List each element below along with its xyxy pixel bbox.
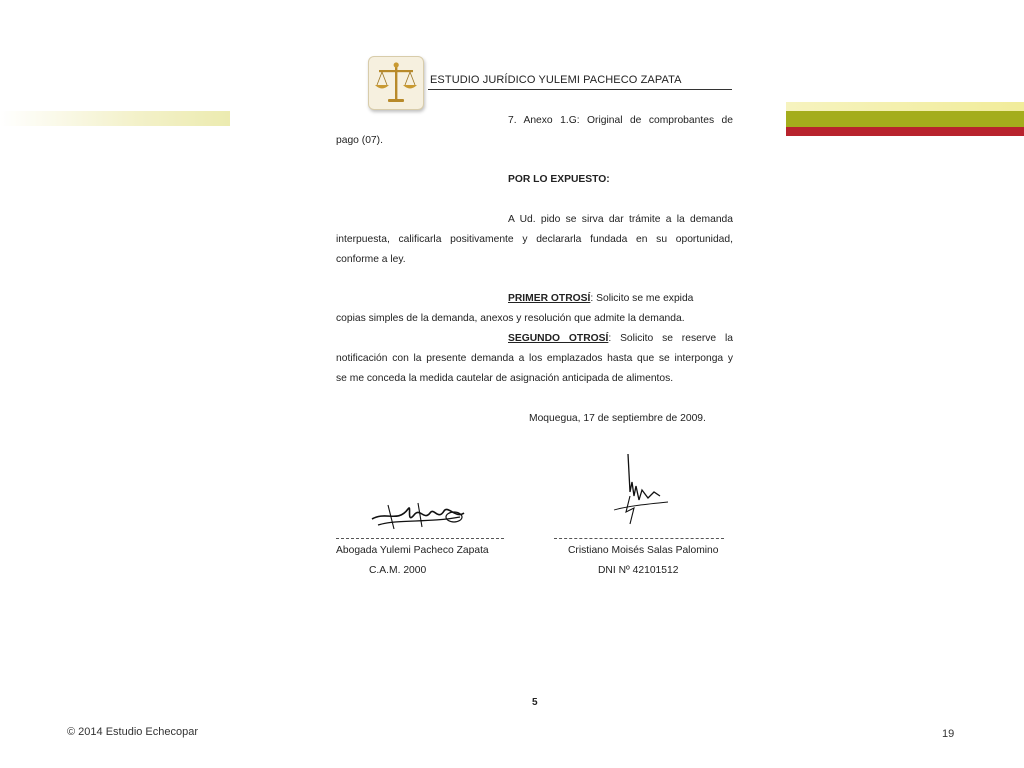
scales-of-justice-icon xyxy=(368,56,424,110)
annex-line-2: pago (07). xyxy=(336,135,383,146)
signer-1-name: Abogada Yulemi Pacheco Zapata xyxy=(336,545,489,556)
decorative-band-right xyxy=(786,102,1024,136)
slide-number: 19 xyxy=(942,728,955,740)
letterhead-rule xyxy=(428,89,732,90)
signature-line-1 xyxy=(336,538,504,539)
place-date: Moquegua, 17 de septiembre de 2009. xyxy=(529,413,706,424)
segundo-otrosi-line-2: notificación con la presente demanda a los emplazados hasta que se interponga y xyxy=(336,353,733,364)
footer-copyright: © 2014 Estudio Echecopar xyxy=(67,726,199,738)
signer-1-id: C.A.M. 2000 xyxy=(369,565,427,576)
signature-line-2 xyxy=(554,538,724,539)
primer-otrosi-text: : Solicito se me expida xyxy=(590,293,694,304)
segundo-otrosi-line xyxy=(508,333,733,345)
segundo-otrosi-label: SEGUNDO OTROSÍ xyxy=(508,333,609,344)
annex-line-1: 7. Anexo 1.G: Original de comprobantes de xyxy=(508,115,733,126)
request-line-3: conforme a ley. xyxy=(336,254,406,265)
decorative-band-left xyxy=(0,111,230,126)
page-number: 5 xyxy=(532,697,538,708)
section-heading: POR LO EXPUESTO: xyxy=(508,174,610,185)
primer-otrosi-line-2: copias simples de la demanda, anexos y resolución que admite la demanda. xyxy=(336,313,685,324)
primer-otrosi-label: PRIMER OTROSÍ xyxy=(508,293,591,304)
signature-2-image xyxy=(608,452,678,526)
signer-2-id: DNI Nº 42101512 xyxy=(598,565,679,576)
request-line-2: interpuesta, calificarla positivamente y declararla fundada en su oportunidad, xyxy=(336,234,733,245)
signature-1-image xyxy=(368,495,472,539)
segundo-otrosi-text: : Solicito se reserve la xyxy=(608,333,733,344)
request-line-1: A Ud. pido se sirva dar trámite a la demanda xyxy=(508,214,733,225)
primer-otrosi-line xyxy=(508,293,733,305)
signer-2-name: Cristiano Moisés Salas Palomino xyxy=(568,545,719,556)
segundo-otrosi-line-3: se me conceda la medida cautelar de asignación anticipada de alimentos. xyxy=(336,373,674,384)
firm-name: ESTUDIO JURÍDICO YULEMI PACHECO ZAPATA xyxy=(430,74,682,86)
